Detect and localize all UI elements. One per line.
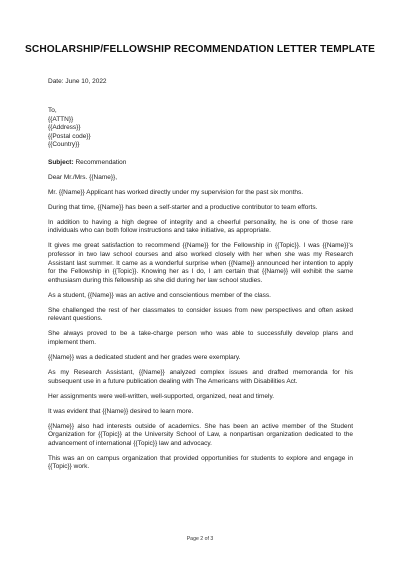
- paragraph: Mr. {{Name}} Applicant has worked directly under my supervision for the past six months.: [48, 188, 304, 196]
- salutation: Dear Mr./Mrs. {{Name}},: [48, 173, 117, 181]
- letter-body: [48, 78, 353, 472]
- paragraph: Her assignments were well-written, well-supported, organized, neat and timely.: [48, 392, 275, 400]
- address-line: {{ATTN}}: [48, 115, 74, 123]
- paragraph: She always proved to be a take-charge person who was able to successfully develop plans and implement them.: [48, 330, 353, 346]
- address-line: To,: [48, 106, 57, 114]
- address-line: {{Address}}: [48, 124, 81, 132]
- paragraph: As my Research Assistant, {{Name}} analyzed complex issues and drafted memoranda for his subsequent use in a future publication dealing with The Americans with Disabilities Act.: [48, 368, 353, 385]
- paragraph: {{Name}} also had interests outside of academics. She has been an active member of the Student Organization for {{Topic}} at the University School of Law, a nonpartisan organization dedicated to the advancement of international {{Topic}} law and advocacy.: [48, 422, 353, 447]
- document-title: SCHOLARSHIP/FELLOWSHIP RECOMMENDATION LETTER TEMPLATE: [25, 44, 375, 55]
- paragraph: During that time, {{Name}} has been a self-starter and a productive contributor to team efforts.: [48, 203, 318, 211]
- address-line: {{Postal code}}: [48, 132, 91, 140]
- paragraph: In addition to having a high degree of integrity and a cheerful personality, he is one of those rare individuals who can both follow instructions and take initiative, as appropriate.: [48, 218, 353, 235]
- subject-value: Recommendation: [73, 158, 127, 166]
- paragraph: {{Name}} was a dedicated student and her grades were exemplary.: [48, 353, 241, 361]
- subject-label: Subject:: [48, 158, 74, 166]
- paragraph: It gives me great satisfaction to recommend {{Name}} for the Fellowship in {{Topic}}. I was {{Name}}'s professor in two law school courses and also worked closely with her when she was my Research Assistant last summer. It came as a wonderful surprise when {{Name}} announced her intention to apply for the Fellowship in {{Topic}}. Knowing her as I do, I am certain that {{Name}} will exhibit the same enthusiasm during this fellowship as she did during her law school studies.: [48, 242, 353, 284]
- subject-line: [48, 159, 353, 168]
- paragraph: This was an on campus organization that provided opportunities for students to explore and engage in {{Topic}} work.: [48, 454, 353, 471]
- recipient-address: [48, 107, 353, 150]
- address-line: {{Country}}: [48, 141, 80, 149]
- date-line: Date: June 10, 2022: [48, 78, 107, 85]
- paragraph: It was evident that {{Name}} desired to learn more.: [48, 407, 194, 415]
- paragraph: As a student, {{Name}} was an active and conscientious member of the class.: [48, 291, 271, 299]
- paragraph: She challenged the rest of her classmates to consider issues from new perspectives and often asked relevant questions.: [48, 306, 353, 323]
- page-number: Page 2 of 3: [186, 536, 214, 542]
